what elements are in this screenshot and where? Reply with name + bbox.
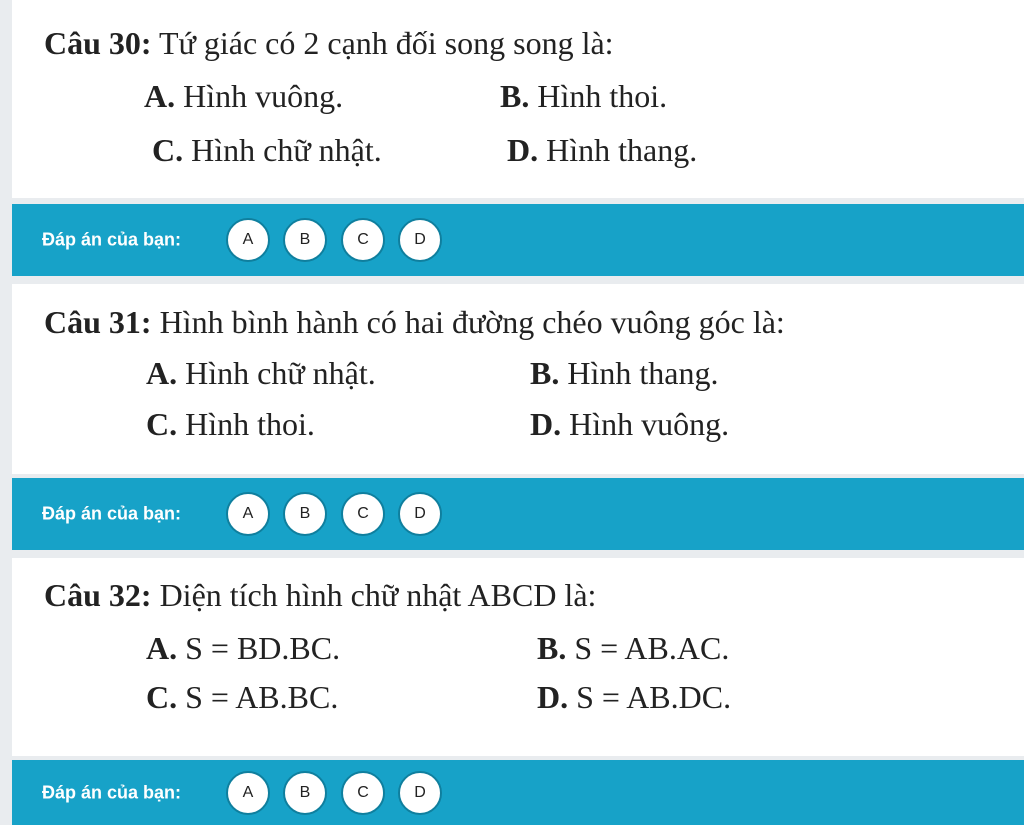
choice-a-button[interactable]: A [226,771,270,815]
option-b [500,78,667,114]
option-letter: A. [146,630,178,666]
choice-b-button[interactable]: B [283,492,327,536]
choice-d-button[interactable]: D [398,492,442,536]
question-card-30 [12,0,1024,198]
option-a [144,78,343,114]
choice-c-button[interactable]: C [341,492,385,536]
answer-bar-32 [12,760,1024,825]
choice-b-button[interactable]: B [283,218,327,262]
option-text: Hình thang. [567,355,719,391]
answer-prompt: Đáp án của bạn: [42,782,182,802]
option-text: S = AB.AC. [574,630,730,666]
answer-prompt: Đáp án của bạn: [42,229,182,250]
option-letter: C. [146,679,178,715]
option-text: Hình vuông. [183,78,344,114]
option-d [537,679,731,715]
option-letter: B. [537,630,567,666]
question-title [44,577,596,613]
option-c [146,406,315,442]
option-a [146,630,340,666]
option-text: Hình chữ nhật. [185,355,376,391]
question-title [44,304,785,340]
option-letter: C. [152,132,184,168]
option-c [152,132,382,168]
question-card-31 [12,284,1024,474]
option-b [530,355,718,391]
option-letter: B. [530,355,560,391]
option-letter: D. [530,406,562,442]
option-b [537,630,729,666]
option-text: S = BD.BC. [185,630,341,666]
choice-d-button[interactable]: D [398,218,442,262]
option-text: S = AB.DC. [576,679,732,715]
answer-bar-30 [12,204,1024,276]
option-text: Hình thang. [546,132,698,168]
option-letter: D. [507,132,539,168]
choice-d-button[interactable]: D [398,771,442,815]
option-text: Hình chữ nhật. [191,132,382,168]
option-text: S = AB.BC. [185,679,339,715]
option-letter: A. [146,355,178,391]
option-letter: D. [537,679,569,715]
question-text: Diện tích hình chữ nhật ABCD là: [159,577,597,613]
answer-bar-31 [12,478,1024,550]
question-number: Câu 32: [44,577,152,613]
choice-a-button[interactable]: A [226,492,270,536]
option-a [146,355,376,391]
option-letter: A. [144,78,176,114]
option-c [146,679,338,715]
choice-c-button[interactable]: C [341,218,385,262]
choice-c-button[interactable]: C [341,771,385,815]
answer-prompt: Đáp án của bạn: [42,503,182,524]
question-title [44,25,614,61]
option-letter: B. [500,78,530,114]
option-d [507,132,697,168]
question-text: Tứ giác có 2 cạnh đối song song là: [158,25,614,61]
question-number: Câu 30: [44,25,152,61]
option-letter: C. [146,406,178,442]
question-card-32 [12,558,1024,756]
question-number: Câu 31: [44,304,152,340]
choice-a-button[interactable]: A [226,218,270,262]
option-text: Hình thoi. [185,406,315,442]
choice-b-button[interactable]: B [283,771,327,815]
option-text: Hình thoi. [537,78,668,114]
question-text: Hình bình hành có hai đường chéo vuông góc là: [159,304,785,340]
option-d [530,406,729,442]
option-text: Hình vuông. [569,406,730,442]
